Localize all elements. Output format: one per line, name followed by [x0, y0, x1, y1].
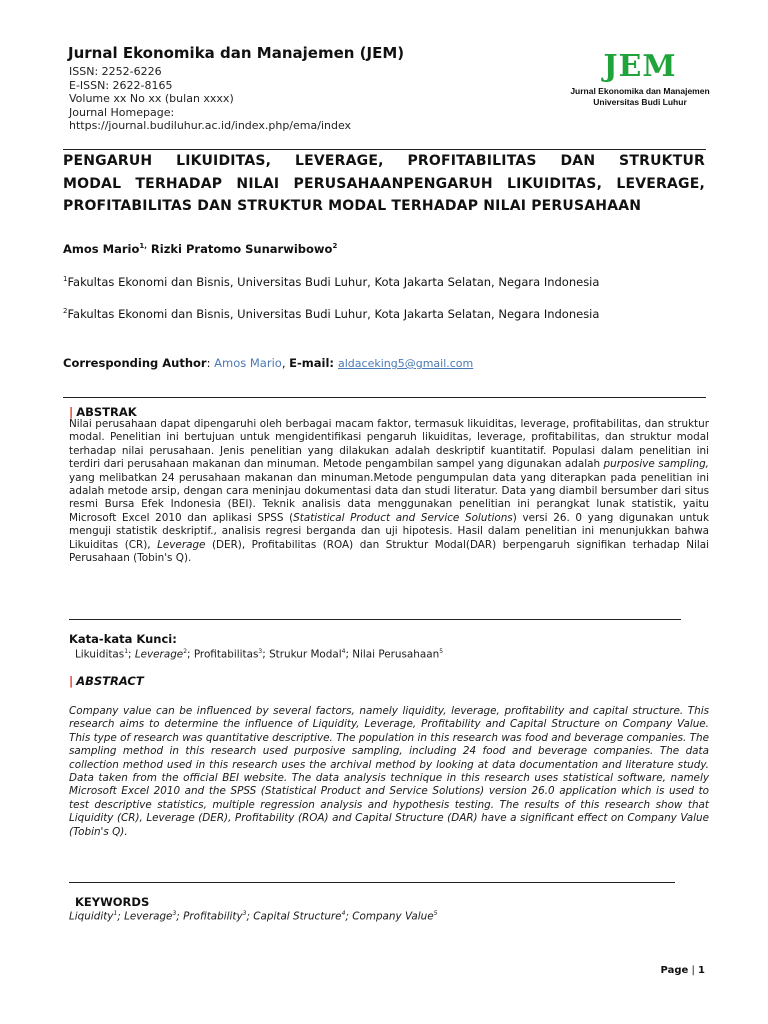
homepage-label: Journal Homepage: — [69, 105, 175, 119]
keyword-2: Leverage — [124, 910, 173, 923]
abstrak-marker-icon: | — [69, 405, 74, 419]
kata-kunci-sep: ; — [187, 648, 194, 661]
affiliation-2-text: Fakultas Ekonomi dan Bisnis, Universitas Budi Luhur, Kota Jakarta Selatan, Negara Indonesia — [67, 307, 600, 321]
author-1: Amos Mario — [63, 242, 140, 256]
abstrak-bottom-rule — [69, 619, 681, 620]
keyword-2-sup: 3 — [172, 910, 177, 917]
keyword-3-sup: 3 — [242, 910, 247, 917]
affiliation-2 — [63, 307, 599, 321]
paper-title — [63, 150, 705, 218]
abstrak-heading — [69, 405, 137, 419]
kata-kunci-sep: ; — [345, 648, 353, 661]
email-colon: : — [329, 356, 338, 370]
logo-line-1: Jurnal Ekonomika dan Manajemen — [570, 86, 710, 96]
keyword-sep: ; — [117, 910, 125, 923]
keyword-4-sup: 4 — [341, 910, 346, 917]
page-label: Page — [660, 965, 689, 976]
kata-kunci-sep: ; — [262, 648, 270, 661]
abstrak-top-rule — [63, 397, 706, 398]
author-2: Rizki Pratomo Sunarwibowo — [146, 242, 333, 256]
abstrak-text-1: Nilai perusahaan dapat dipengaruhi oleh berbagai macam faktor, termasuk likuiditas, leverage, profitabilitas, dan struktur modal. Penelitian ini bertujuan untuk mengidentifikasi pengaruh likuiditas, leverage, profitabilitas, dan struktur modal terhadap nilai perusahaan. Jenis penelitian yang dilakukan adalah deskriptif kuantitatif. Populasi dalam penelitian ini terdiri dari perusahaan makanan dan minuman. Metode pengambilan sampel yang digunakan adalah — [69, 418, 709, 471]
keyword-5-sup: 5 — [433, 910, 438, 917]
abstrak-italic-3: Leverage — [157, 538, 206, 551]
paper-title-line-1: PENGARUH LIKUIDITAS, LEVERAGE, PROFITABILITAS DAN STRUKTUR — [63, 153, 705, 169]
keywords-list — [69, 910, 437, 922]
kata-kunci-list — [75, 648, 443, 660]
abstract-heading — [69, 674, 144, 688]
email-link[interactable]: aldaceking5@gmail.com — [338, 357, 474, 370]
volume: Volume xx No xx (bulan xxxx) — [69, 92, 234, 105]
abstrak-italic-1: purposive sampling, — [603, 458, 709, 471]
keyword-5: Company Value — [352, 910, 434, 923]
eissn: E-ISSN: 2622-8165 — [69, 78, 173, 92]
page-number: 1 — [698, 965, 705, 976]
abstrak-text-3: ) versi 26. 0 yang digunakan untuk menguji statistik deskriptif., analisis regresi berganda dan uji hipotesis. Hasil dalam penelitian ini menunjukkan bahwa Likuiditas (CR), — [69, 511, 709, 551]
affiliation-1-sup: 1 — [63, 275, 68, 284]
journal-meta — [69, 65, 351, 133]
kata-kunci-1-sup: 1 — [124, 648, 129, 655]
abstract-bottom-rule — [69, 882, 675, 883]
abstract-heading-text: ABSTRACT — [76, 674, 144, 688]
keyword-sep: ; — [345, 910, 353, 923]
corresponding-name: Amos Mario — [214, 356, 282, 370]
corresponding-colon: : — [206, 356, 215, 370]
keyword-1: Liquidity — [69, 910, 114, 923]
kata-kunci-1: Likuiditas — [75, 648, 125, 661]
abstract-marker-icon: | — [69, 674, 74, 688]
corresponding-author — [63, 356, 473, 370]
keyword-3: Profitability — [183, 910, 243, 923]
keyword-sep: ; — [246, 910, 254, 923]
journal-logo — [560, 49, 720, 108]
affiliation-2-sup: 2 — [63, 307, 68, 316]
kata-kunci-4-sup: 4 — [341, 648, 346, 655]
kata-kunci-2-sup: 2 — [183, 648, 188, 655]
keyword-sep: ; — [176, 910, 184, 923]
keywords-heading: KEYWORDS — [75, 895, 150, 909]
keyword-4: Capital Structure — [253, 910, 342, 923]
author-2-sup: 2 — [332, 242, 338, 251]
kata-kunci-5: Nilai Perusahaan — [352, 648, 440, 661]
paper-title-line-2: MODAL TERHADAP NILAI PERUSAHAANPENGARUH LIKUIDITAS, LEVERAGE, — [63, 175, 705, 192]
affiliation-1-text: Fakultas Ekonomi dan Bisnis, Universitas Budi Luhur, Kota Jakarta Selatan, Negara Indonesia — [67, 275, 600, 289]
kata-kunci-5-sup: 5 — [439, 648, 444, 655]
author-1-sup: 1, — [139, 242, 147, 251]
kata-kunci-sep: ; — [128, 648, 135, 661]
corresponding-sep: , — [281, 356, 290, 370]
page-sep: | — [688, 965, 699, 976]
homepage-url[interactable]: https://journal.budiluhur.ac.id/index.php/ema/index — [69, 119, 352, 132]
kata-kunci-3: Profitabilitas — [193, 648, 259, 661]
keyword-1-sup: 1 — [113, 910, 118, 917]
abstrak-body — [69, 418, 709, 565]
kata-kunci-3-sup: 3 — [258, 648, 263, 655]
kata-kunci-heading: Kata-kata Kunci: — [69, 632, 177, 646]
issn: ISSN: 2252-6226 — [69, 65, 162, 78]
author-list — [63, 242, 337, 256]
page-footer — [661, 965, 705, 976]
email-label: E-mail — [289, 356, 330, 370]
logo-line-2: Universitas Budi Luhur — [593, 97, 687, 107]
corresponding-label: Corresponding Author — [63, 356, 207, 370]
abstrak-italic-2: Statistical Product and Service Solutions — [293, 511, 513, 524]
abstract-body: Company value can be influenced by several factors, namely liquidity, leverage, profitability and capital structure. This research aims to determine the influence of Liquidity, Leverage, Profitability and Capital Structure on Company Value. This type of research was quantitative descriptive. The population in this research was food and beverage companies. The sampling method in this research used purposive sampling, including 24 food and beverage companies. The data collection method used in this research uses the archival method by looking at data documentation and literature study. Data taken from the official BEI website. The data analysis technique in this research uses statistical software, namely Microsoft Excel 2010 and the SPSS (Statistical Product and Service Solutions) version 26.0 application which is used to test descriptive statistics, multiple regression analysis and hypothesis testing. The results of this research show that Liquidity (CR), Leverage (DER), Profitability (ROA) and Capital Structure (DAR) have a significant effect on Company Value (Tobin's Q). — [69, 705, 709, 838]
abstrak-text-2: yang melibatkan 24 perusahaan makanan dan minuman.Metode pengumpulan data yang diterapkan pada penelitian ini adalah metode arsip, dengan cara meninjau dokumentasi data dan studi literatur. Data yang diambil bersumber dari situs resmi Bursa Efek Indonesia (BEI). Teknik analisis data menggunakan penelitian ini perangkat lunak statistik, yaitu Microsoft Excel 2010 dan aplikasi SPSS ( — [69, 471, 709, 524]
abstrak-heading-text: ABSTRAK — [76, 405, 137, 419]
kata-kunci-2: Leverage — [134, 648, 184, 661]
abstrak-text-4: (DER), Profitabilitas (ROA) dan Struktur Modal(DAR) berpengaruh signifikan terhadap Nilai Perusahaan (Tobin's Q). — [69, 538, 709, 565]
paper-title-line-3: PROFITABILITAS DAN STRUKTUR MODAL TERHADAP NILAI PERUSAHAAN — [63, 198, 642, 214]
kata-kunci-4: Strukur Modal — [269, 648, 342, 661]
logo-mark: JEM — [603, 49, 677, 84]
journal-title: Jurnal Ekonomika dan Manajemen (JEM) — [68, 44, 405, 62]
affiliation-1 — [63, 275, 599, 289]
